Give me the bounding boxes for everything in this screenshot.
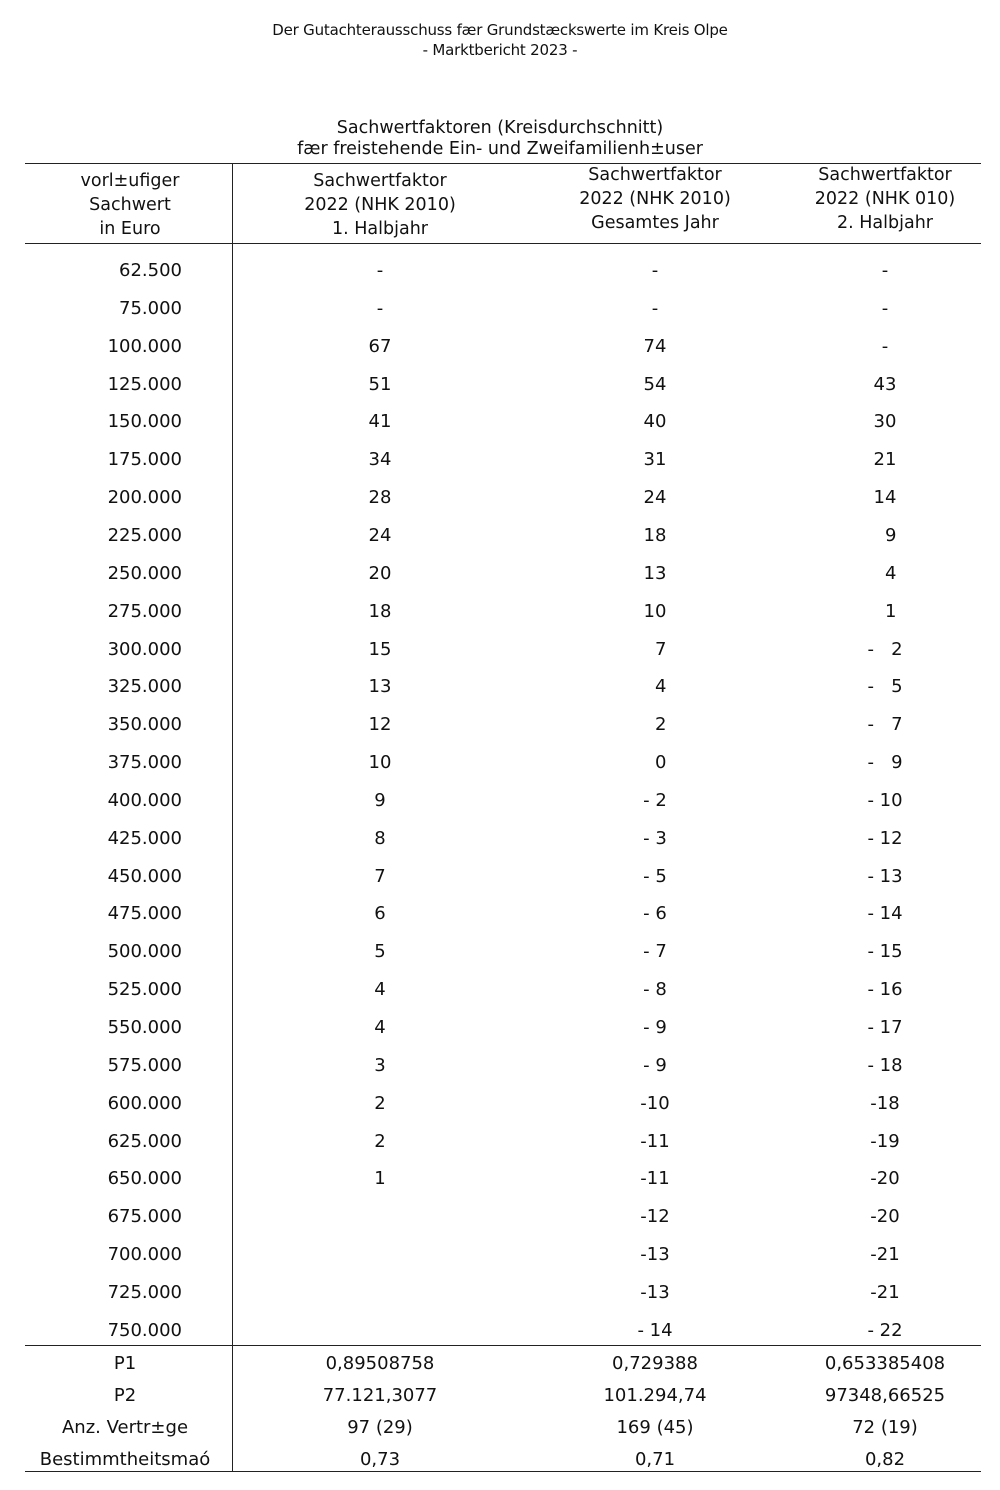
row-sachwert-cell: 550.000 xyxy=(107,1017,182,1038)
body-bottom-rule xyxy=(25,1345,981,1346)
document-header xyxy=(0,20,1000,60)
table-cell: 54 xyxy=(643,373,667,395)
row-sachwert-cell: 100.000 xyxy=(107,335,182,357)
table-cell: - 5 xyxy=(867,676,903,698)
table-cell: -21 xyxy=(870,1281,900,1303)
table-cell: 31 xyxy=(643,449,667,471)
footer-cell: 0,653385408 xyxy=(824,1353,946,1374)
table-cell: - 16 xyxy=(867,979,903,1001)
table-cell: 4 xyxy=(643,676,667,698)
row-sachwert-cell: 625.000 xyxy=(107,1130,182,1152)
table-cell: 43 xyxy=(873,373,897,395)
column-divider xyxy=(232,163,233,1471)
table-cell: 2 xyxy=(374,1130,386,1152)
table-cell: 28 xyxy=(368,487,392,509)
header-line-1: Der Gutachterausschuss fær Grundstæckswerte im Kreis Olpe xyxy=(272,21,728,39)
table-cell: 21 xyxy=(873,449,897,471)
header-line-2: - Marktbericht 2023 - xyxy=(422,41,578,59)
table-cell: -10 xyxy=(640,1092,670,1114)
column-header-sachwert: vorl±ufiger Sachwert in Euro xyxy=(80,171,180,239)
table-cell: -12 xyxy=(640,1206,670,1228)
table-cell: - 7 xyxy=(643,941,667,963)
footer-cell: 77.121,3077 xyxy=(322,1385,438,1406)
table-cell: 14 xyxy=(873,487,897,509)
table-cell: 2 xyxy=(643,714,667,736)
row-sachwert-cell: 475.000 xyxy=(107,903,182,925)
header-bottom-rule xyxy=(25,243,981,244)
table-cell: - 9 xyxy=(643,1054,667,1076)
footer-cell: 0,71 xyxy=(634,1449,676,1470)
table-cell: 40 xyxy=(643,411,667,433)
table-cell: -19 xyxy=(870,1130,900,1152)
row-sachwert-cell: 62.500 xyxy=(119,260,182,281)
table-cell: 7 xyxy=(643,638,667,660)
table-cell: - xyxy=(651,260,659,281)
table-cell: 51 xyxy=(368,373,392,395)
row-sachwert-cell: 225.000 xyxy=(107,524,182,546)
row-sachwert-cell: 350.000 xyxy=(107,714,182,736)
table-cell: - 9 xyxy=(867,752,903,774)
table-cell: 6 xyxy=(374,903,386,925)
table-cell: - xyxy=(881,260,889,281)
table-cell: 18 xyxy=(368,600,392,622)
table-cell: - 12 xyxy=(867,827,903,849)
table-cell: - xyxy=(376,297,384,319)
footer-row-label: P2 xyxy=(113,1385,137,1406)
table-cell: - 7 xyxy=(867,714,903,736)
table-cell: 24 xyxy=(368,524,392,546)
column-header-second-half: Sachwertfaktor 2022 (NHK 010) 2. Halbjahr xyxy=(814,165,956,233)
row-sachwert-cell: 400.000 xyxy=(107,789,182,811)
row-sachwert-cell: 525.000 xyxy=(107,979,182,1001)
table-cell xyxy=(300,1244,460,1266)
footer-cell: 72 (19) xyxy=(852,1417,918,1438)
table-cell: 8 xyxy=(374,827,386,849)
table-cell: - 14 xyxy=(637,1319,673,1341)
row-sachwert-cell: 700.000 xyxy=(107,1244,182,1266)
row-sachwert-cell: 175.000 xyxy=(107,449,182,471)
table-cell: - 5 xyxy=(643,865,667,887)
row-sachwert-cell: 375.000 xyxy=(107,752,182,774)
table-cell: 4 xyxy=(374,979,386,1001)
row-sachwert-cell: 150.000 xyxy=(107,411,182,433)
table-cell: 10 xyxy=(368,752,392,774)
footer-cell: 97 (29) xyxy=(347,1417,413,1438)
table-cell: 0 xyxy=(643,752,667,774)
table-title-line-1: Sachwertfaktoren (Kreisdurchschnitt) xyxy=(336,118,664,138)
table-cell xyxy=(300,1320,460,1342)
table-cell: -18 xyxy=(870,1092,900,1114)
table-bottom-rule xyxy=(25,1471,981,1472)
row-sachwert-cell: 600.000 xyxy=(107,1092,182,1114)
table-cell: 67 xyxy=(368,335,392,357)
table-cell: -13 xyxy=(640,1244,670,1266)
table-cell: 7 xyxy=(374,865,386,887)
table-cell: - xyxy=(376,260,384,281)
table-cell: 5 xyxy=(374,941,386,963)
table-cell: 18 xyxy=(643,524,667,546)
table-cell: -11 xyxy=(640,1130,670,1152)
table-cell: - 13 xyxy=(867,865,903,887)
table-cell: -20 xyxy=(870,1168,900,1190)
row-sachwert-cell: 500.000 xyxy=(107,941,182,963)
row-sachwert-cell: 725.000 xyxy=(107,1281,182,1303)
table-cell: - 18 xyxy=(867,1054,903,1076)
column-header-first-half: Sachwertfaktor 2022 (NHK 2010) 1. Halbjahr xyxy=(304,171,456,239)
table-cell: - 6 xyxy=(643,903,667,925)
table-cell: - 15 xyxy=(867,941,903,963)
footer-cell: 97348,66525 xyxy=(824,1385,946,1406)
table-cell: 34 xyxy=(368,449,392,471)
table-cell: - 14 xyxy=(867,903,903,925)
table-cell: 1 xyxy=(374,1168,386,1190)
table-cell: - 22 xyxy=(867,1319,903,1341)
footer-cell: 0,73 xyxy=(359,1449,401,1470)
table-cell xyxy=(300,1282,460,1304)
table-cell: 3 xyxy=(374,1054,386,1076)
footer-row-label: Bestimmtheitsmaó xyxy=(39,1449,211,1470)
row-sachwert-cell: 425.000 xyxy=(107,827,182,849)
table-cell: - xyxy=(881,335,889,357)
row-sachwert-cell: 200.000 xyxy=(107,487,182,509)
footer-cell: 169 (45) xyxy=(616,1417,694,1438)
table-cell: 9 xyxy=(873,524,897,546)
table-cell: 1 xyxy=(873,600,897,622)
table-cell: -11 xyxy=(640,1168,670,1190)
table-cell xyxy=(300,1206,460,1228)
table-cell: -21 xyxy=(870,1244,900,1266)
footer-cell: 0,82 xyxy=(864,1449,906,1470)
table-cell: - 2 xyxy=(867,638,903,660)
table-cell: 13 xyxy=(368,676,392,698)
table-cell: - 8 xyxy=(643,979,667,1001)
row-sachwert-cell: 675.000 xyxy=(107,1206,182,1228)
table-cell: 12 xyxy=(368,714,392,736)
row-sachwert-cell: 250.000 xyxy=(107,562,182,584)
table-cell: 10 xyxy=(643,600,667,622)
table-cell: -13 xyxy=(640,1281,670,1303)
table-cell: 13 xyxy=(643,562,667,584)
table-cell: - 9 xyxy=(643,1017,667,1038)
table-cell: -20 xyxy=(870,1206,900,1228)
table-cell: - xyxy=(881,297,889,319)
footer-row-label: P1 xyxy=(113,1353,137,1374)
table-cell: 9 xyxy=(374,789,386,811)
table-cell: 24 xyxy=(643,487,667,509)
table-cell: 2 xyxy=(374,1092,386,1114)
row-sachwert-cell: 450.000 xyxy=(107,865,182,887)
table-cell: 4 xyxy=(873,562,897,584)
row-sachwert-cell: 325.000 xyxy=(107,676,182,698)
table-cell: 15 xyxy=(368,638,392,660)
table-cell: 4 xyxy=(374,1017,386,1038)
table-cell: - xyxy=(651,297,659,319)
table-cell: 30 xyxy=(873,411,897,433)
row-sachwert-cell: 275.000 xyxy=(107,600,182,622)
row-sachwert-cell: 125.000 xyxy=(107,373,182,395)
table-cell: - 10 xyxy=(867,789,903,811)
footer-row-label: Anz. Vertr±ge xyxy=(61,1417,189,1438)
table-title xyxy=(0,118,1000,160)
table-cell: 41 xyxy=(368,411,392,433)
column-header-full-year: Sachwertfaktor 2022 (NHK 2010) Gesamtes Jahr xyxy=(579,165,731,233)
table-cell: - 17 xyxy=(867,1017,903,1038)
row-sachwert-cell: 575.000 xyxy=(107,1054,182,1076)
row-sachwert-cell: 650.000 xyxy=(107,1168,182,1190)
row-sachwert-cell: 75.000 xyxy=(119,297,182,319)
footer-cell: 101.294,74 xyxy=(603,1385,707,1406)
row-sachwert-cell: 300.000 xyxy=(107,638,182,660)
table-title-line-2: fær freistehende Ein- und Zweifamilienh±user xyxy=(297,139,703,159)
footer-cell: 0,729388 xyxy=(612,1353,698,1374)
row-sachwert-cell: 750.000 xyxy=(107,1319,182,1341)
table-cell: 74 xyxy=(643,335,667,357)
table-cell: - 2 xyxy=(643,789,667,811)
table-cell: 20 xyxy=(368,562,392,584)
footer-cell: 0,89508758 xyxy=(325,1353,435,1374)
table-cell: - 3 xyxy=(643,827,667,849)
